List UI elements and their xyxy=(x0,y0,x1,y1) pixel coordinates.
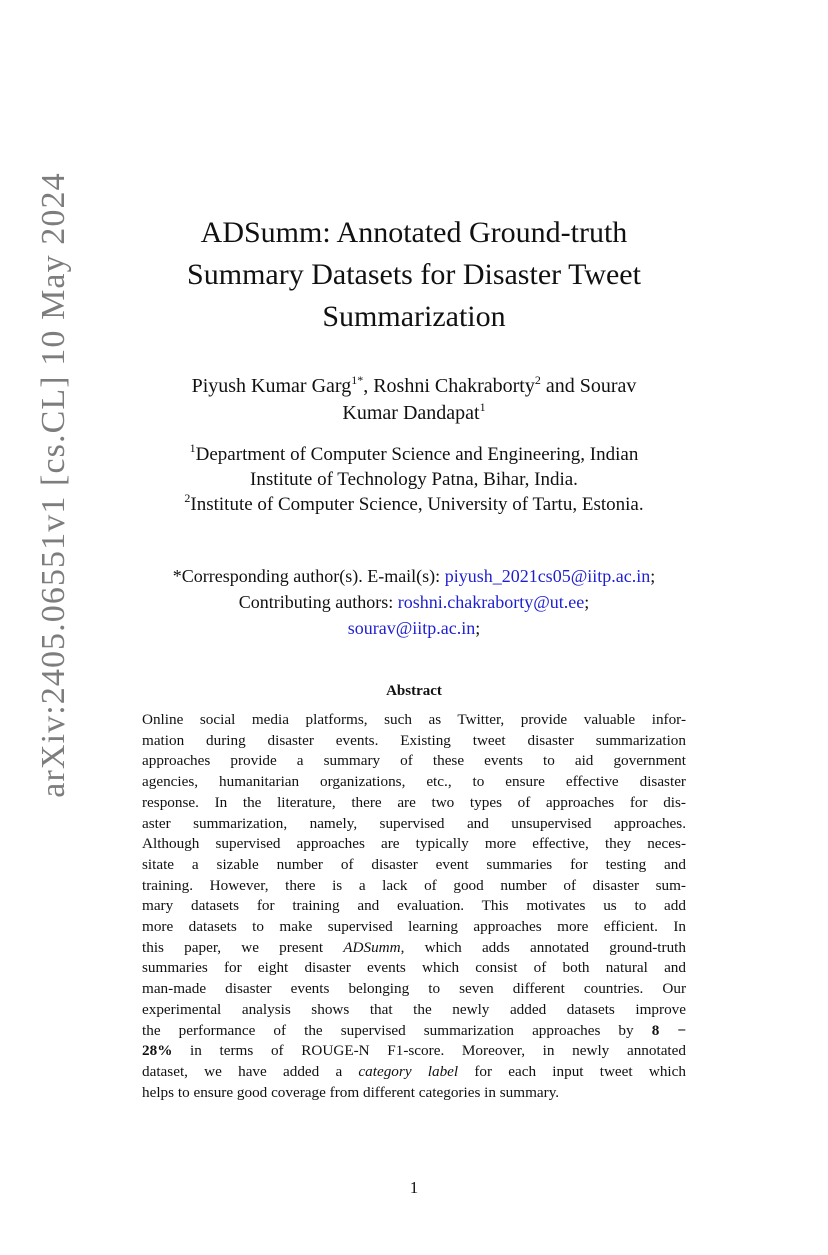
arxiv-identifier-stamp: arXiv:2405.06551v1 [cs.CL] 10 May 2024 xyxy=(35,172,72,798)
title-line: ADSumm: Annotated Ground-truth xyxy=(200,216,628,249)
contributing-authors-line xyxy=(100,589,728,615)
abstract-line: experimental analysis shows that the newly added datasets improve xyxy=(142,1000,686,1018)
contact-label: *Corresponding author(s). E-mail(s): xyxy=(172,566,445,586)
abstract-text: for each input tweet which xyxy=(458,1062,686,1080)
contributing-email-link[interactable]: roshni.chakraborty@ut.ee xyxy=(397,592,585,612)
abstract-line xyxy=(142,1062,686,1083)
paper-title xyxy=(120,212,708,338)
abstract-bold: 8 − xyxy=(651,1021,686,1039)
author-line xyxy=(120,373,708,400)
title-line: Summary Datasets for Disaster Tweet xyxy=(187,258,641,291)
abstract-line: helps to ensure good coverage from different categories in summary. xyxy=(142,1083,560,1101)
abstract-line: agencies, humanitarian organizations, etc., to ensure effective disaster xyxy=(142,773,686,791)
affiliation-line: Institute of Technology Patna, Bihar, India. xyxy=(250,469,578,490)
affiliation-mark: 1 xyxy=(189,441,196,455)
author-affiliation-mark: 2 xyxy=(534,373,541,387)
abstract-text: dataset, we have added a xyxy=(142,1062,359,1080)
affiliation-line xyxy=(110,492,718,517)
abstract-line: aster summarization, namely, supervised and unsupervised approaches. xyxy=(142,814,686,832)
abstract-line xyxy=(142,1041,686,1062)
author-name: Kumar Dandapat xyxy=(342,402,480,424)
contact-label: Contributing authors: xyxy=(238,592,398,612)
author-list xyxy=(120,373,708,427)
corresponding-author-line xyxy=(100,563,728,589)
author-line xyxy=(120,400,708,427)
page-number: 1 xyxy=(409,1178,419,1197)
author-separator: , xyxy=(363,375,374,397)
abstract-bold: 28% xyxy=(142,1042,173,1060)
abstract-line: mary datasets for training and evaluation. This motivates us to add xyxy=(142,897,686,915)
abstract-heading: Abstract xyxy=(386,683,442,699)
abstract-line: training. However, there is a lack of good number of disaster sum- xyxy=(142,876,686,894)
abstract-line: man-made disaster events belonging to seven different countries. Our xyxy=(142,980,686,998)
abstract-line: summaries for eight disaster events which consist of both natural and xyxy=(142,959,686,977)
abstract-line: Online social media platforms, such as Twitter, provide valuable infor- xyxy=(142,711,686,728)
abstract-text: in terms of ROUGE-N F1-score. Moreover, in newly annotated xyxy=(172,1042,686,1060)
abstract-emphasis: category label xyxy=(358,1062,459,1080)
affiliation-text: Department of Computer Science and Engineering, Indian xyxy=(195,444,639,465)
abstract-line xyxy=(142,938,686,959)
abstract-line: response. In the literature, there are two types of approaches for dis- xyxy=(142,793,686,811)
abstract-emphasis: ADSumm xyxy=(343,938,401,956)
abstract-text: , which adds annotated ground-truth xyxy=(400,938,686,956)
author-affiliation-mark: 1* xyxy=(351,373,364,387)
affiliation-line xyxy=(110,442,718,467)
abstract-line xyxy=(142,1021,686,1042)
contributing-authors-line xyxy=(100,615,728,641)
affiliations xyxy=(110,442,718,517)
affiliation-text: Institute of Computer Science, University of Tartu, Estonia. xyxy=(190,494,644,515)
abstract-text: the performance of the supervised summarization approaches by xyxy=(142,1021,652,1039)
author-name: Piyush Kumar Garg xyxy=(191,375,352,397)
author-name: Roshni Chakraborty xyxy=(373,375,535,397)
abstract-line: approaches provide a summary of these events to aid government xyxy=(142,752,686,770)
contact-punctuation: ; xyxy=(650,566,656,586)
abstract-body xyxy=(142,710,686,1103)
contact-punctuation: ; xyxy=(475,618,481,638)
abstract-line: sitate a sizable number of disaster event summaries for testing and xyxy=(142,855,686,873)
corresponding-email-link[interactable]: piyush_2021cs05@iitp.ac.in xyxy=(444,566,651,586)
contact-info xyxy=(100,563,728,641)
abstract-line: mation during disaster events. Existing tweet disaster summarization xyxy=(142,731,686,749)
author-separator: and Sourav xyxy=(540,375,637,397)
affiliation-mark: 2 xyxy=(184,491,191,505)
contact-punctuation: ; xyxy=(584,592,590,612)
title-line: Summarization xyxy=(322,300,506,333)
abstract-line: Although supervised approaches are typically more effective, they neces- xyxy=(142,835,686,853)
contributing-email-link[interactable]: sourav@iitp.ac.in xyxy=(347,618,476,638)
abstract-text: this paper, we present xyxy=(142,938,344,956)
abstract-line: more datasets to make supervised learning approaches more efficient. In xyxy=(142,918,686,936)
author-affiliation-mark: 1 xyxy=(479,400,486,414)
